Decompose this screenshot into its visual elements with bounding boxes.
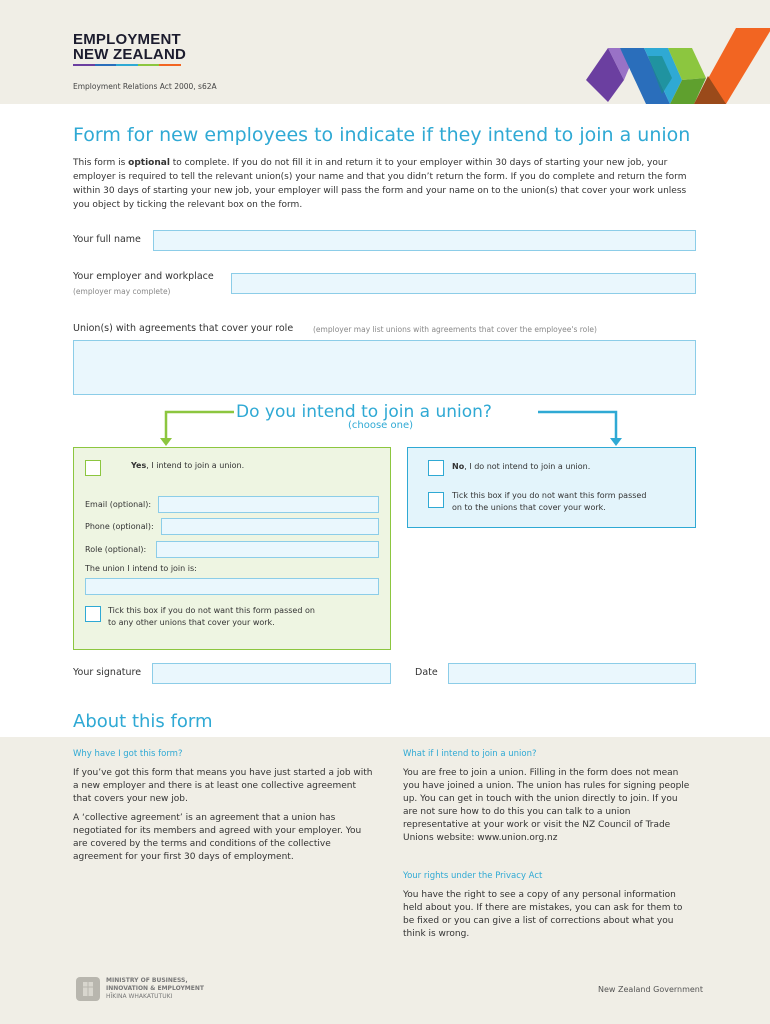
logo-line2: NEW ZEALAND [73,46,187,63]
no-label-rest: , I do not intend to join a union. [464,462,591,471]
yes-checkbox[interactable] [85,460,101,476]
yes-optout-checkbox[interactable] [85,606,101,622]
act-reference: Employment Relations Act 2000, s62A [73,82,217,91]
mbie-logo-text [106,977,204,1001]
mbie-line3: HĪKINA WHAKATUTUKI [106,993,173,1000]
role-label: Role (optional): [85,545,147,554]
no-optout-line1: Tick this box if you do not want this form passed [452,491,647,500]
yes-label-bold: Yes [131,461,147,470]
employer-sub-label: (employer may complete) [73,287,171,296]
signature-field[interactable] [152,663,391,684]
no-optout-line2: on to the unions that cover your work. [452,503,606,512]
yes-label [131,460,244,472]
form-title: Form for new employees to indicate if they intend to join a union [73,124,691,146]
date-label: Date [415,667,438,678]
yes-label-rest: , I intend to join a union. [146,461,245,470]
full-name-field[interactable] [153,230,696,251]
date-field[interactable] [448,663,696,684]
rights-paragraph: You have the right to see a copy of any personal information held about you. If there are mistakes, you can ask for them to be fixed or you can give a list of corrections about what you think is wrong. [403,890,683,939]
what-paragraph: You are free to join a union. Filling in the form does not mean you have joined a union. The union has rules for signing people up. You can get in touch with the union directly to join. If you are not sure how to do this you can talk to a union representative at your work or visit the NZ Council of Trade Unions website: www.union.org.nz [403,768,690,843]
phone-label: Phone (optional): [85,522,154,531]
yes-optout-line1: Tick this box if you do not want this form passed on [108,606,315,615]
unions-label: Union(s) with agreements that cover your role [73,323,294,334]
arrow-left-head [160,438,172,446]
employer-label: Your employer and workplace [73,271,214,282]
about-title: About this form [73,711,213,732]
what-heading: What if I intend to join a union? [403,749,537,759]
rights-heading: Your rights under the Privacy Act [403,871,543,881]
no-checkbox[interactable] [428,460,444,476]
yes-optout-text [108,605,315,629]
yes-optout-line2: to any other unions that cover your work. [108,618,275,627]
nz-government-logo: New Zealand Government [598,985,704,994]
brand-graphic [586,28,770,106]
why-paragraph-2: A ‘collective agreement’ is an agreement that a union has negotiated for its members and agreed with your employer. You are covered by the terms and conditions of the collective agreement for your first 30 days of employment. [73,813,362,862]
intro-text-start: This form is [73,158,129,168]
email-field[interactable] [158,496,379,513]
role-field[interactable] [156,541,379,558]
signature-label: Your signature [73,667,142,678]
union-join-field[interactable] [85,578,379,595]
intro-optional-bold: optional [128,158,170,168]
logo-color-bar [73,64,181,66]
no-optout-checkbox[interactable] [428,492,444,508]
question-sub: (choose one) [348,420,414,431]
arrow-right-line [538,412,616,442]
why-paragraph-1: If you’ve got this form that means you have just started a job with a new employer and there is at least one collective agreement that covers your new job. [73,768,373,804]
phone-field[interactable] [161,518,379,535]
why-heading: Why have I got this form? [73,749,183,759]
logo-line1: EMPLOYMENT [73,31,181,48]
no-label-bold: No [452,462,465,471]
arrow-left-line [166,412,234,442]
mbie-line1: MINISTRY OF BUSINESS, [106,977,188,984]
no-label [452,461,590,473]
union-join-label: The union I intend to join is: [85,564,197,573]
unions-field[interactable] [73,340,696,395]
intro-paragraph [73,156,701,212]
employer-field[interactable] [231,273,696,294]
coat-of-arms-icon [74,975,102,1003]
no-optout-text [452,490,646,514]
arrow-right-head [610,438,622,446]
intro-text-rest: to complete. If you do not fill it in and return it to your employer within 30 days of starting your new job, your employer is required to tell the relevant union(s) your name and that you didn’t return the form. If you do complete and return the form within 30 days of starting your new job, your employer will pass the form and your name on to the union(s) that cover your work unless you object by ticking the relevant box on the form. [73,158,687,210]
no-option-box [407,447,696,528]
email-label: Email (optional): [85,500,152,509]
unions-sub-label: (employer may list unions with agreements that cover the employee's role) [313,325,597,334]
full-name-label: Your full name [73,234,141,245]
question-heading: Do you intend to join a union? [236,402,492,422]
mbie-line2: INNOVATION & EMPLOYMENT [106,985,204,992]
